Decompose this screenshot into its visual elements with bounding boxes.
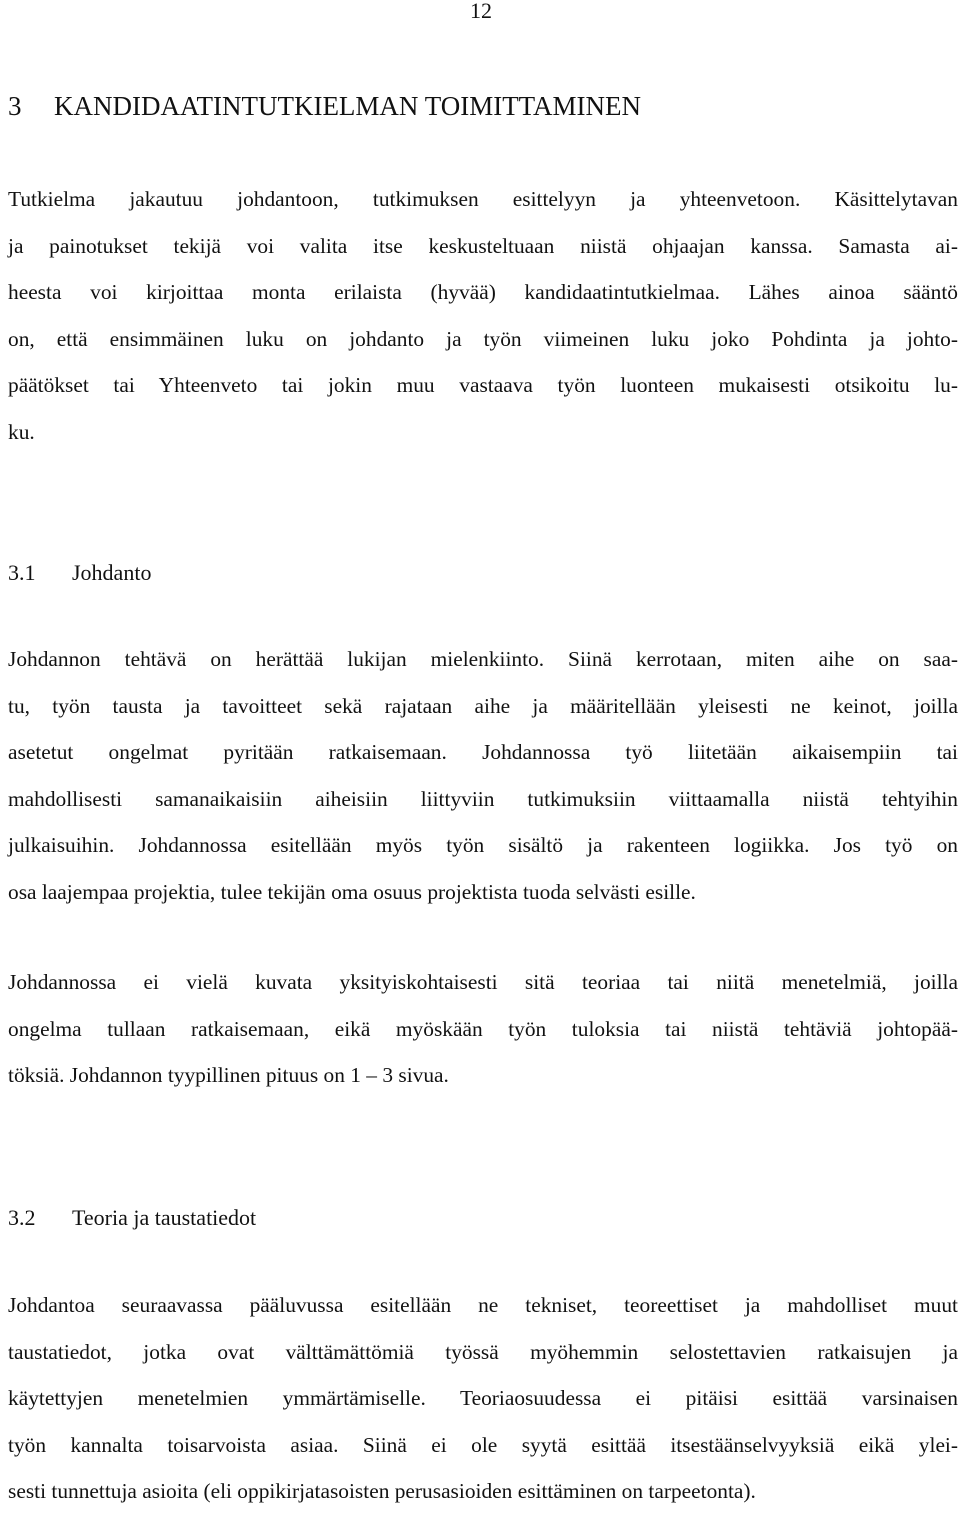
intro-paragraph bbox=[8, 185, 958, 464]
intro-line: heesta voi kirjoittaa monta erilaista (hyvää) kandidaatintutkielmaa. Lähes ainoa sääntö bbox=[8, 280, 958, 304]
chapter-number: 3 bbox=[8, 91, 22, 121]
paragraph-line: Johdannon tehtävä on herättää lukijan mielenkiinto. Siinä kerrotaan, miten aihe on saa- bbox=[8, 647, 958, 671]
section-3-1-title: Johdanto bbox=[72, 560, 152, 585]
section-3-1-paragraph-2 bbox=[8, 968, 958, 1108]
paragraph-line: Johdantoa seuraavassa pääluvussa esitellään ne tekniset, teoreettiset ja mahdolliset muut bbox=[8, 1293, 958, 1317]
paragraph-line: mahdollisesti samanaikaisiin aiheisiin liittyviin tutkimuksiin viittaamalla niistä tehtyihin bbox=[8, 786, 958, 811]
section-3-1-heading bbox=[8, 559, 151, 587]
paragraph-line: julkaisuihin. Johdannossa esitellään myös työn sisältö ja rakenteen logiikka. Jos työ on bbox=[8, 833, 958, 857]
paragraph-line: osa laajempaa projektia, tulee tekijän oma osuus projektista tuoda selvästi esille. bbox=[8, 879, 696, 904]
section-3-2-heading bbox=[8, 1204, 256, 1232]
intro-line: ku. bbox=[8, 419, 35, 444]
paragraph-line: käytettyjen menetelmien ymmärtämiselle. Teoriaosuudessa ei pitäisi esittää varsinaisen bbox=[8, 1386, 958, 1410]
chapter-title: KANDIDAATINTUTKIELMAN TOIMITTAMINEN bbox=[54, 91, 641, 121]
section-3-2-title: Teoria ja taustatiedot bbox=[72, 1205, 257, 1230]
section-3-2-number: 3.2 bbox=[8, 1205, 36, 1230]
section-3-2-paragraph bbox=[8, 1291, 958, 1524]
paragraph-line: taustatiedot, jotka ovat välttämättömiä työssä myöhemmin selostettavien ratkaisujen ja bbox=[8, 1339, 958, 1364]
section-3-1-paragraph-1 bbox=[8, 645, 958, 924]
paragraph-line: Johdannossa ei vielä kuvata yksityiskohtaisesti sitä teoriaa tai niitä menetelmiä, joilla bbox=[8, 970, 958, 994]
page-number: 12 bbox=[470, 0, 492, 23]
chapter-heading bbox=[8, 90, 641, 122]
paragraph-line: työn kannalta toisarvoista asiaa. Siinä ei ole syytä esittää itsestäänselvyyksiä eikä ylei- bbox=[8, 1432, 958, 1457]
paragraph-line: ongelma tullaan ratkaisemaan, eikä myöskään työn tuloksia tai niistä tehtäviä johtopää- bbox=[8, 1016, 958, 1041]
paragraph-line: töksiä. Johdannon tyypillinen pituus on 1 – 3 sivua. bbox=[8, 1063, 449, 1087]
paragraph-line: asetetut ongelmat pyritään ratkaisemaan. Johdannossa työ liitetään aikaisempiin tai bbox=[8, 740, 958, 764]
intro-line: Tutkielma jakautuu johdantoon, tutkimuksen esittelyyn ja yhteenvetoon. Käsittelytavan bbox=[8, 187, 958, 211]
intro-line: ja painotukset tekijä voi valita itse keskusteltuaan niistä ohjaajan kanssa. Samasta ai- bbox=[8, 233, 958, 258]
section-3-1-number: 3.1 bbox=[8, 560, 36, 585]
paragraph-line: sesti tunnettuja asioita (eli oppikirjatasoisten perusasioiden esittäminen on tarpeetonta). bbox=[8, 1479, 756, 1503]
intro-line: päätökset tai Yhteenveto tai jokin muu vastaava työn luonteen mukaisesti otsikoitu lu- bbox=[8, 373, 958, 397]
intro-line: on, että ensimmäinen luku on johdanto ja työn viimeinen luku joko Pohdinta ja johto- bbox=[8, 326, 958, 351]
paragraph-line: tu, työn tausta ja tavoitteet sekä rajataan aihe ja määritellään yleisesti ne keinot, joilla bbox=[8, 693, 958, 718]
